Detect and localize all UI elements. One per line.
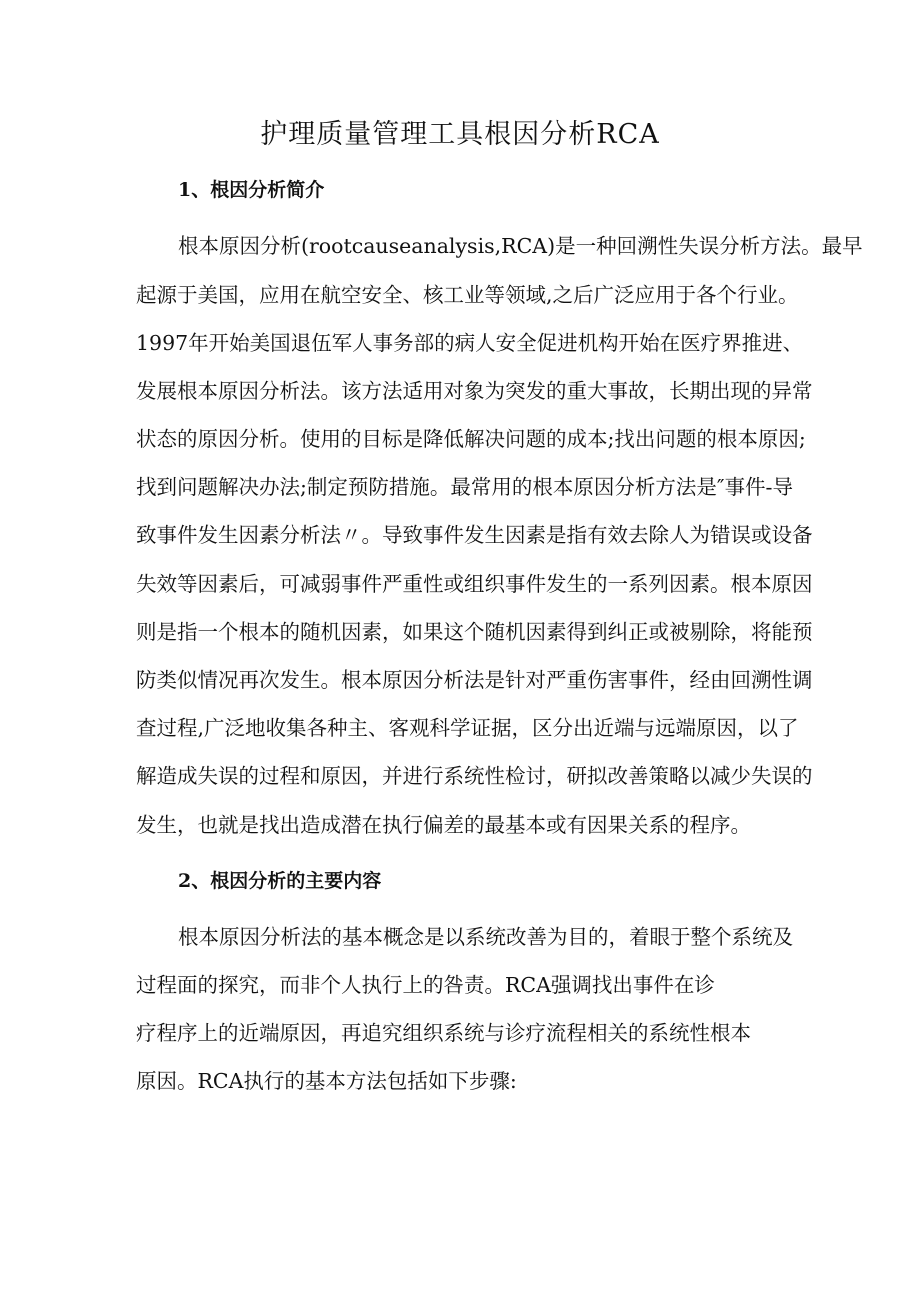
section-2-heading: 2、根因分析的主要内容 (178, 870, 382, 892)
section-1-line-2: 起源于美国，应用在航空安全、核工业等领域,之后广泛应用于各个行业。 (136, 283, 799, 307)
section-1-line-4: 发展根本原因分析法。该方法适用对象为突发的重大事故，长期出现的异常 (136, 379, 813, 403)
section-1-line-10: 防类似情况再次发生。根本原因分析法是针对严重伤害事件，经由回溯性调 (136, 668, 813, 692)
section-1-line-5: 状态的原因分析。使用的目标是降低解决问题的成本;找出问题的根本原因; (136, 427, 806, 451)
section-2-line-1: 根本原因分析法的基本概念是以系统改善为目的，着眼于整个系统及 (178, 925, 793, 949)
section-1-line-12: 解造成失误的过程和原因，并进行系统性检讨，研拟改善策略以减少失误的 (136, 764, 813, 788)
section-1-line-6: 找到问题解决办法;制定预防措施。最常用的根本原因分析方法是″事件-导 (136, 475, 793, 499)
section-1-line-1: 根本原因分析(rootcauseanalysis,RCA)是一种回溯性失误分析方法。最早 (178, 234, 863, 258)
section-1-line-11: 查过程,广泛地收集各种主、客观科学证据，区分出近端与远端原因，以了 (136, 716, 799, 740)
section-1-line-9: 则是指一个根本的随机因素，如果这个随机因素得到纠正或被剔除，将能预 (136, 620, 813, 644)
section-2-line-2: 过程面的探究，而非个人执行上的咎责。RCA强调找出事件在诊 (136, 973, 715, 997)
section-2-line-3: 疗程序上的近端原因，再追究组织系统与诊疗流程相关的系统性根本 (136, 1021, 751, 1045)
section-1-line-13: 发生，也就是找出造成潜在执行偏差的最基本或有因果关系的程序。 (136, 813, 751, 837)
section-2-line-4: 原因。RCA执行的基本方法包括如下步骤: (136, 1069, 517, 1093)
section-1-line-7: 致事件发生因素分析法〃。导致事件发生因素是指有效去除人为错误或设备 (136, 523, 813, 547)
section-1-line-3: 1997年开始美国退伍军人事务部的病人安全促进机构开始在医疗界推进、 (136, 331, 804, 355)
section-1-heading: 1、根因分析简介 (178, 179, 325, 201)
section-1-line-8: 失效等因素后，可减弱事件严重性或组织事件发生的一系列因素。根本原因 (136, 572, 813, 596)
document-title: 护理质量管理工具根因分析RCA (260, 119, 660, 150)
